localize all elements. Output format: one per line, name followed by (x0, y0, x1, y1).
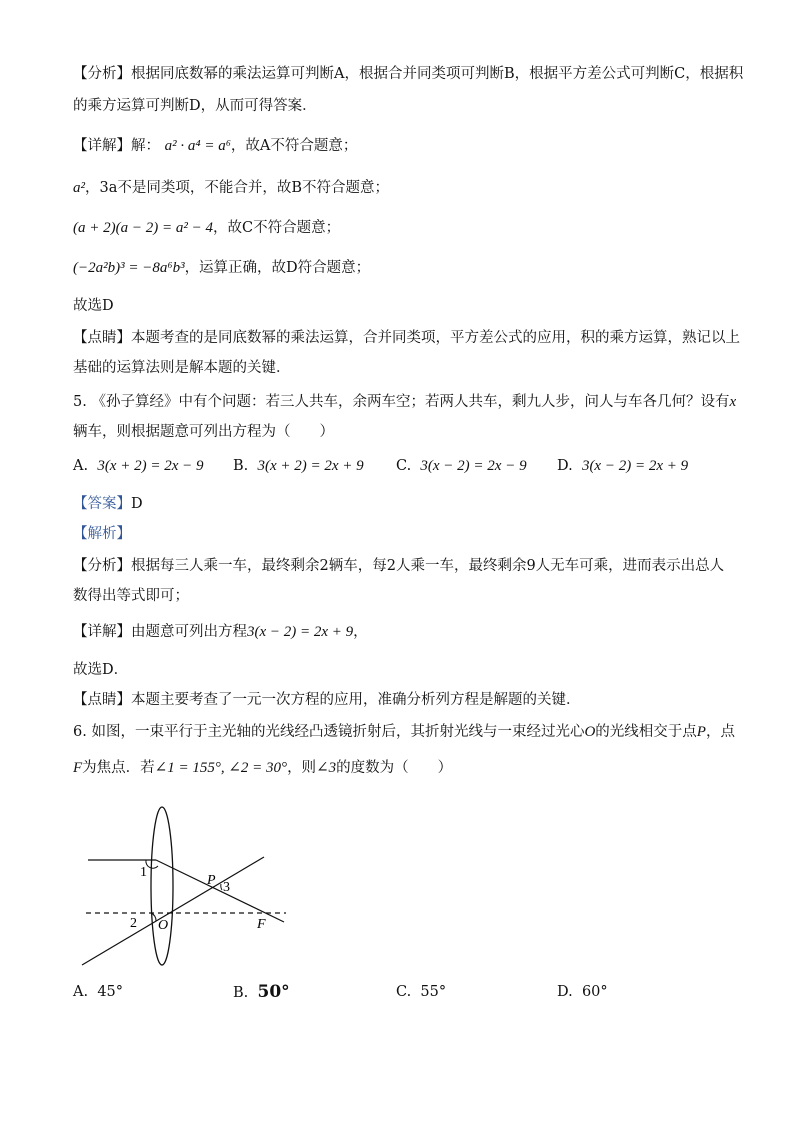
q6-option-a (73, 982, 123, 1002)
q6-option-b (233, 982, 290, 1003)
q5-option-formula: 3(x − 2) = 2x − 9 (420, 458, 527, 474)
q4-detail-lead: 解： (131, 138, 160, 154)
q5-option-b (233, 456, 364, 476)
q5-option-letter: B. (233, 458, 249, 474)
q6-stem-text-a: 6. 如图，一束平行于主光轴的光线经凸透镜折射后，其折射光线与一束经过光心 (73, 724, 585, 740)
q6-stem-text-e: ，点 (705, 724, 735, 740)
q4-choose: 故选D (73, 298, 114, 314)
q5-option-d (557, 456, 688, 476)
q5-stem-line-1 (73, 392, 736, 412)
q4-detail-formula-1: a² · a⁴ = a⁶ (164, 138, 231, 154)
q6-stem-text-b: 为焦点．若 (82, 760, 155, 776)
q5-option-formula: 3(x + 2) = 2x + 9 (257, 458, 364, 474)
q5-stem-line-2: 辆车，则根据题意可列出方程为（ ） (73, 424, 334, 440)
label-angle-2: 2 (130, 916, 137, 931)
label-angle-3: 3 (223, 880, 230, 895)
q5-answer-line (73, 494, 143, 514)
q5-choose: 故选D． (73, 662, 129, 678)
label-point-f: F (257, 917, 266, 932)
q5-detail-text: 【详解】由题意可列出方程 (73, 624, 247, 640)
q4-comment-line-2: 基础的运算法则是解本题的关键． (73, 360, 291, 376)
q4-detail-formula-3: (a + 2)(a − 2) = a² − 4 (73, 220, 213, 236)
q5-stem-text: 5. 《孙子算经》中有个问题：若三人共车，余两车空；若两人共车，剩九人步，问人与车各几何？设有 (73, 394, 730, 410)
q5-detail-line (73, 622, 368, 642)
q5-option-letter: D. (557, 458, 573, 474)
q5-option-formula: 3(x − 2) = 2x + 9 (581, 458, 689, 474)
q6-stem-text-f: 的度数为（ ） (336, 760, 453, 776)
q6-stem-point-f: F (73, 760, 83, 776)
q6-option-value: 55° (420, 984, 447, 1000)
q6-stem-line-2 (73, 758, 452, 778)
q4-detail-tail-1: ，故A不符合题意； (230, 138, 358, 154)
q5-option-c (396, 456, 527, 476)
q4-detail-formula-2: a² (73, 180, 85, 196)
q5-option-a (73, 456, 203, 476)
q4-detail-tail-3: ，故C不符合题意； (212, 220, 341, 236)
q5-option-letter: A. (73, 458, 89, 474)
q4-detail-tag: 【详解】 (73, 138, 131, 154)
q4-comment-line-1: 【点睛】本题考查的是同底数幂的乘法运算，合并同类项，平方差公式的应用，积的乘方运算，熟记以上 (73, 330, 740, 346)
refracted-ray (156, 860, 284, 922)
q4-detail-line-2 (73, 178, 389, 198)
q6-stem-text-c: 的光线相交于点 (595, 724, 697, 740)
q6-option-letter: B. (233, 985, 249, 1001)
q6-option-letter: D. (557, 984, 573, 1000)
q6-stem-text-d: ，则 (287, 760, 317, 776)
q5-option-formula: 3(x + 2) = 2x − 9 (97, 458, 204, 474)
q6-option-value: 45° (97, 984, 124, 1000)
q6-option-c (396, 982, 446, 1002)
q5-comment: 【点睛】本题主要考查了一元一次方程的应用，准确分析列方程是解题的关键． (73, 692, 581, 708)
q4-detail-tail-4: ，运算正确，故D符合题意； (184, 260, 371, 276)
q6-stem-point-p: P (696, 724, 706, 740)
q5-explain-tag: 【解析】 (73, 526, 131, 542)
q6-stem-angles: ∠1 = 155°, ∠2 = 30° (154, 760, 288, 776)
q5-stem-variable: x (729, 394, 737, 410)
q5-detail-tail: ， (353, 624, 368, 640)
q6-option-letter: A. (73, 984, 89, 1000)
q4-analysis-line-1: 【分析】根据同底数幂的乘法运算可判断A，根据合并同类项可判断B，根据平方差公式可判断C，根据积 (73, 66, 744, 82)
q5-analysis-line-1: 【分析】根据每三人乘一车，最终剩余2辆车，每2人乘一车，最终剩余9人无车可乘，进而表示出总人 (73, 558, 725, 574)
q4-detail-formula-4: (−2a²b)³ = −8a⁶b³ (73, 260, 185, 276)
q6-option-d (557, 982, 608, 1002)
q6-stem-angle-3: ∠3 (316, 760, 337, 776)
q6-option-value: 50° (257, 982, 290, 1002)
q6-stem-point-o: O (584, 724, 596, 740)
q6-option-letter: C. (396, 984, 412, 1000)
angle-3-arc (221, 884, 222, 890)
q5-option-letter: C. (396, 458, 412, 474)
q5-detail-formula: 3(x − 2) = 2x + 9 (247, 624, 354, 640)
q4-analysis-line-2: 的乘方运算可判断D，从而可得答案． (73, 98, 317, 114)
q4-detail-line-3 (73, 218, 340, 238)
q6-lens-figure (80, 800, 300, 970)
q6-stem-line-1 (73, 722, 735, 742)
q4-detail-line-4 (73, 258, 370, 278)
convex-lens (151, 807, 173, 965)
label-angle-1: 1 (140, 865, 147, 880)
label-point-o: O (158, 918, 169, 933)
q5-answer-tag: 【答案】 (73, 496, 131, 512)
q5-analysis-line-2: 数得出等式即可； (73, 588, 189, 604)
label-point-p: P (207, 873, 216, 888)
q4-detail-line-1 (73, 136, 357, 156)
q6-option-value: 60° (581, 984, 608, 1000)
q5-answer-value: D (131, 496, 143, 512)
q4-detail-tail-2: ，3a不是同类项，不能合并，故B不符合题意； (85, 180, 390, 196)
